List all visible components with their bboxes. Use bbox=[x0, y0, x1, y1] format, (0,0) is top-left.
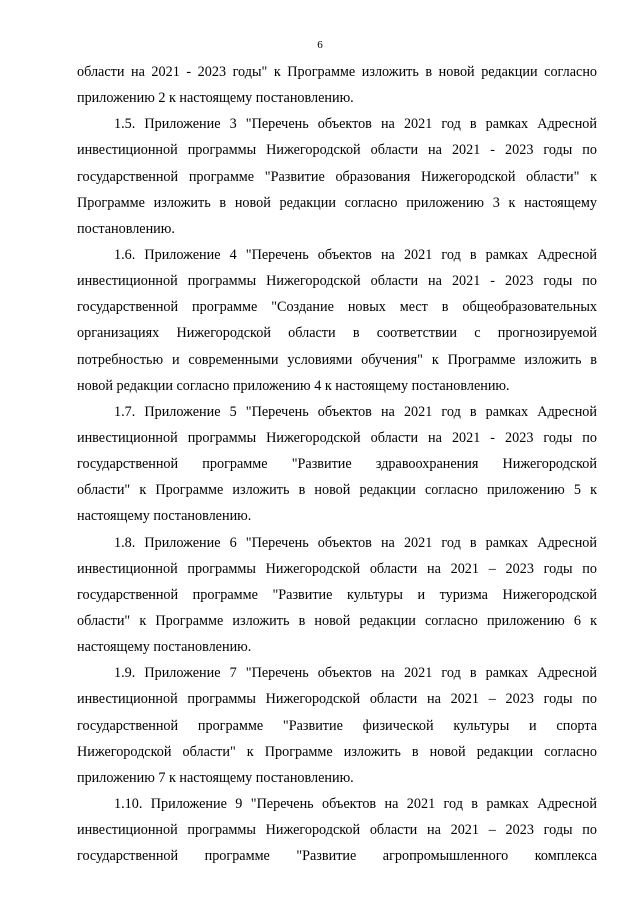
paragraph-1-10 bbox=[77, 791, 597, 869]
text-line: инвестиционной программы Нижегородской области на 2021 - 2023 годы по bbox=[77, 142, 597, 159]
text-line: 1.8. Приложение 6 "Перечень объектов на 2021 год в рамках Адресной bbox=[114, 534, 597, 551]
text-line: потребностью и современными условиями обучения" к Программе изложить в bbox=[77, 351, 597, 368]
text-line: государственной программе "Развитие физической культуры и спорта bbox=[77, 717, 597, 734]
text-line: 1.6. Приложение 4 "Перечень объектов на 2021 год в рамках Адресной bbox=[114, 246, 597, 263]
text-line: государственной программе "Развитие здравоохранения Нижегородской bbox=[77, 456, 597, 473]
text-line: 1.5. Приложение 3 "Перечень объектов на 2021 год в рамках Адресной bbox=[114, 116, 597, 133]
text-line: 1.10. Приложение 9 "Перечень объектов на 2021 год в рамках Адресной bbox=[114, 795, 597, 812]
text-line: Программе изложить в новой редакции согласно приложению 3 к настоящему bbox=[77, 194, 597, 211]
text-line: 1.9. Приложение 7 "Перечень объектов на 2021 год в рамках Адресной bbox=[114, 665, 597, 682]
text-line: инвестиционной программы Нижегородской области на 2021 – 2023 годы по bbox=[77, 822, 597, 839]
paragraph-1-8 bbox=[77, 530, 597, 661]
text-line: области на 2021 - 2023 годы" к Программе изложить в новой редакции согласно bbox=[77, 64, 597, 80]
text-line: государственной программе "Развитие образования Нижегородской области" к bbox=[77, 168, 597, 185]
text-line: области" к Программе изложить в новой редакции согласно приложению 5 к bbox=[77, 482, 597, 499]
page-number: 6 bbox=[317, 39, 323, 51]
text-line: приложению 2 к настоящему постановлению. bbox=[77, 90, 354, 107]
paragraph-continuation bbox=[77, 59, 597, 111]
text-line: постановлению. bbox=[77, 220, 175, 237]
text-line: государственной программе "Развитие агропромышленного комплекса bbox=[77, 848, 597, 865]
paragraph-1-7 bbox=[77, 399, 597, 530]
text-line: новой редакции согласно приложению 4 к настоящему постановлению. bbox=[77, 377, 510, 394]
text-line: инвестиционной программы Нижегородской области на 2021 - 2023 годы по bbox=[77, 429, 597, 446]
text-line: приложению 7 к настоящему постановлению. bbox=[77, 769, 354, 786]
text-line: государственной программе "Развитие культуры и туризма Нижегородской bbox=[77, 586, 597, 603]
text-line: настоящему постановлению. bbox=[77, 508, 252, 525]
text-line: государственной программе "Создание новых мест в общеобразовательных bbox=[77, 299, 597, 316]
paragraph-1-6 bbox=[77, 242, 597, 399]
paragraph-1-9 bbox=[77, 660, 597, 791]
document-body bbox=[77, 59, 597, 869]
paragraph-1-5 bbox=[77, 111, 597, 242]
text-line: настоящему постановлению. bbox=[77, 639, 252, 656]
text-line: Нижегородской области" к Программе изложить в новой редакции согласно bbox=[77, 743, 597, 760]
text-line: инвестиционной программы Нижегородской области на 2021 - 2023 годы по bbox=[77, 273, 597, 290]
text-line: организациях Нижегородской области в соответствии с прогнозируемой bbox=[77, 325, 597, 342]
text-line: 1.7. Приложение 5 "Перечень объектов на 2021 год в рамках Адресной bbox=[114, 403, 597, 420]
text-line: области" к Программе изложить в новой редакции согласно приложению 6 к bbox=[77, 612, 597, 629]
text-line: инвестиционной программы Нижегородской области на 2021 – 2023 годы по bbox=[77, 691, 597, 708]
text-line: инвестиционной программы Нижегородской области на 2021 – 2023 годы по bbox=[77, 560, 597, 577]
